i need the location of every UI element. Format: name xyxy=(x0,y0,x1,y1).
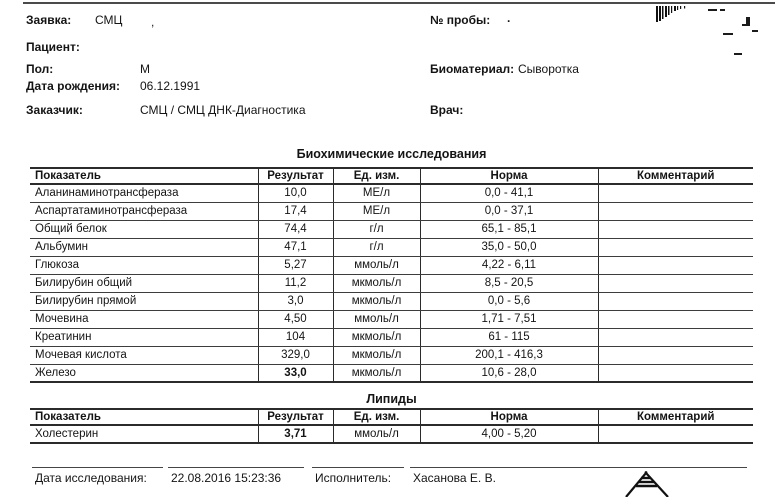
biochem-title: Биохимические исследования xyxy=(296,147,487,161)
table-row xyxy=(30,184,753,202)
cell-unit: мкмоль/л xyxy=(333,274,420,292)
lipids-title: Липиды xyxy=(366,392,417,406)
cell-comment xyxy=(598,310,753,328)
scan-artifact xyxy=(720,9,725,11)
sex-value: М xyxy=(140,62,150,76)
cell-norm: 61 - 115 xyxy=(420,328,598,346)
cell-unit: мкмоль/л xyxy=(333,346,420,364)
patient-label: Пациент: xyxy=(26,40,80,54)
cell-unit: г/л xyxy=(333,238,420,256)
cell-comment xyxy=(598,220,753,238)
cell-unit: МЕ/л xyxy=(333,202,420,220)
cell-result: 5,27 xyxy=(258,256,333,274)
column-header: Норма xyxy=(420,409,598,425)
cell-unit: МЕ/л xyxy=(333,184,420,202)
cell-name: Аспартатаминотрансфераза xyxy=(30,202,258,220)
cell-norm: 4,22 - 6,11 xyxy=(420,256,598,274)
cell-unit: мкмоль/л xyxy=(333,292,420,310)
cell-comment xyxy=(598,184,753,202)
cell-name: Билирубин общий xyxy=(30,274,258,292)
customer-value: СМЦ / СМЦ ДНК-Диагностика xyxy=(140,103,306,117)
cell-result: 74,4 xyxy=(258,220,333,238)
table-row xyxy=(30,346,753,364)
scan-artifact xyxy=(742,24,750,26)
scan-artifact xyxy=(752,30,758,32)
scan-artifact xyxy=(723,33,733,35)
column-header: Ед. изм. xyxy=(333,409,420,425)
cell-norm: 0,0 - 37,1 xyxy=(420,202,598,220)
cell-norm: 0,0 - 41,1 xyxy=(420,184,598,202)
cell-result: 3,0 xyxy=(258,292,333,310)
column-header: Комментарий xyxy=(598,168,753,184)
cell-comment xyxy=(598,238,753,256)
cell-result: 17,4 xyxy=(258,202,333,220)
cell-unit: ммоль/л xyxy=(333,310,420,328)
column-header: Результат xyxy=(258,168,333,184)
cell-norm: 0,0 - 5,6 xyxy=(420,292,598,310)
cell-norm: 4,00 - 5,20 xyxy=(420,425,598,443)
table-row xyxy=(30,238,753,256)
sample-mark: . xyxy=(507,11,511,25)
cell-unit: г/л xyxy=(333,220,420,238)
cell-result: 3,71 xyxy=(258,425,333,443)
table-row xyxy=(30,202,753,220)
cell-name: Железо xyxy=(30,364,258,382)
cell-result: 11,2 xyxy=(258,274,333,292)
cell-unit: мкмоль/л xyxy=(333,364,420,382)
cell-result: 10,0 xyxy=(258,184,333,202)
cell-comment xyxy=(598,364,753,382)
table-row xyxy=(30,328,753,346)
cell-comment xyxy=(598,256,753,274)
scan-artifact xyxy=(708,9,717,11)
sex-label: Пол: xyxy=(26,62,54,76)
cell-name: Мочевая кислота xyxy=(30,346,258,364)
table-row xyxy=(30,425,753,443)
lipids-table-header xyxy=(30,409,753,425)
cell-comment xyxy=(598,328,753,346)
cell-name: Билирубин прямой xyxy=(30,292,258,310)
cell-unit: ммоль/л xyxy=(333,425,420,443)
column-header: Показатель xyxy=(30,168,258,184)
cell-result: 47,1 xyxy=(258,238,333,256)
request-mark: , xyxy=(151,15,155,29)
cell-comment xyxy=(598,346,753,364)
cell-comment xyxy=(598,425,753,443)
table-row xyxy=(30,274,753,292)
biochem-table-header xyxy=(30,168,753,184)
biomaterial-value: Сыворотка xyxy=(518,62,579,76)
biochem-table xyxy=(30,167,753,383)
cell-comment xyxy=(598,202,753,220)
cell-name: Альбумин xyxy=(30,238,258,256)
cell-comment xyxy=(598,274,753,292)
signature-icon xyxy=(616,470,676,497)
birthdate-label: Дата рождения: xyxy=(26,79,121,93)
cell-name: Креатинин xyxy=(30,328,258,346)
cell-result: 104 xyxy=(258,328,333,346)
cell-norm: 35,0 - 50,0 xyxy=(420,238,598,256)
cell-unit: мкмоль/л xyxy=(333,328,420,346)
cell-name: Мочевина xyxy=(30,310,258,328)
study-date-value: 22.08.2016 15:23:36 xyxy=(168,467,304,485)
birthdate-value: 06.12.1991 xyxy=(140,79,201,93)
executor-value: Хасанова Е. В. xyxy=(410,467,747,485)
table-row xyxy=(30,256,753,274)
study-date-label: Дата исследования: xyxy=(32,467,163,485)
column-header: Норма xyxy=(420,168,598,184)
scan-artifact xyxy=(734,53,742,55)
table-row xyxy=(30,364,753,382)
cell-norm: 65,1 - 85,1 xyxy=(420,220,598,238)
cell-norm: 200,1 - 416,3 xyxy=(420,346,598,364)
biomaterial-label: Биоматериал: xyxy=(430,62,515,76)
cell-name: Холестерин xyxy=(30,425,258,443)
cell-name: Аланинаминотрансфераза xyxy=(30,184,258,202)
cell-result: 4,50 xyxy=(258,310,333,328)
executor-label: Исполнитель: xyxy=(312,467,404,485)
cell-name: Общий белок xyxy=(30,220,258,238)
cell-name: Глюкоза xyxy=(30,256,258,274)
request-label: Заявка: xyxy=(26,13,72,27)
barcode-icon xyxy=(656,6,690,24)
cell-norm: 8,5 - 20,5 xyxy=(420,274,598,292)
customer-label: Заказчик: xyxy=(26,103,83,117)
cell-norm: 1,71 - 7,51 xyxy=(420,310,598,328)
cell-result: 329,0 xyxy=(258,346,333,364)
column-header: Ед. изм. xyxy=(333,168,420,184)
cell-comment xyxy=(598,292,753,310)
column-header: Показатель xyxy=(30,409,258,425)
column-header: Комментарий xyxy=(598,409,753,425)
request-value: СМЦ xyxy=(95,13,123,27)
top-rule xyxy=(23,2,775,4)
cell-unit: ммоль/л xyxy=(333,256,420,274)
lipids-table xyxy=(30,408,753,444)
table-row xyxy=(30,220,753,238)
column-header: Результат xyxy=(258,409,333,425)
cell-norm: 10,6 - 28,0 xyxy=(420,364,598,382)
doctor-label: Врач: xyxy=(430,103,464,117)
table-row xyxy=(30,292,753,310)
table-row xyxy=(30,310,753,328)
cell-result: 33,0 xyxy=(258,364,333,382)
sample-label: № пробы: xyxy=(430,13,491,27)
